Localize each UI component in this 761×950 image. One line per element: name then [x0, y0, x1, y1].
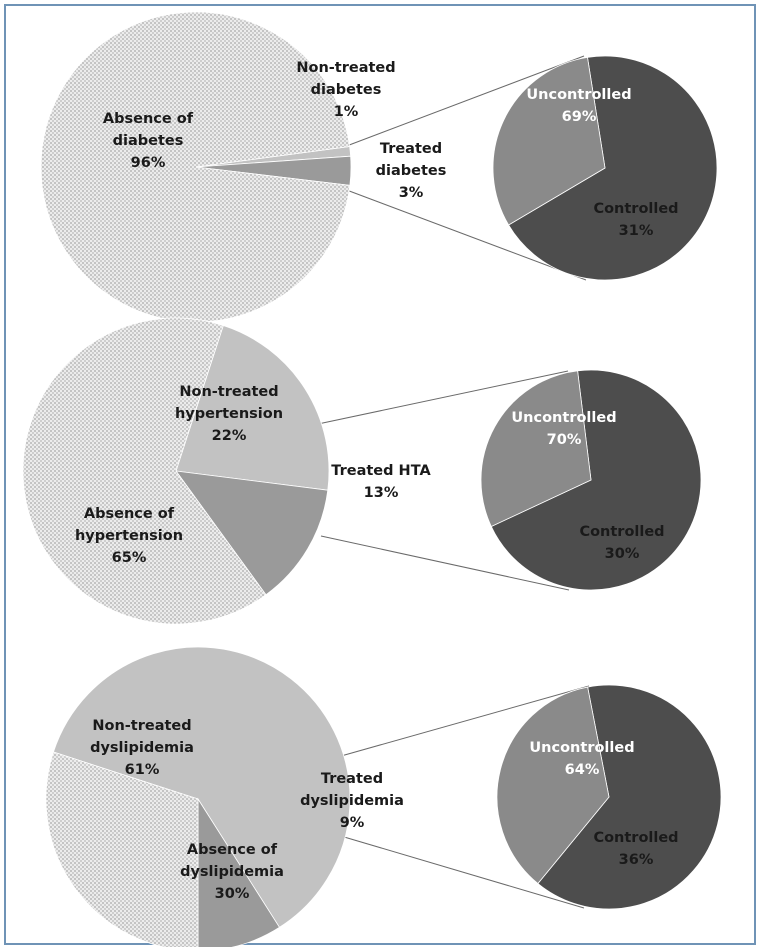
slice-label: Uncontrolled 69% [526, 87, 632, 125]
slice-label: Controlled 31% [593, 201, 679, 239]
slice-label: Controlled 36% [593, 830, 679, 868]
slice-label: Treated diabetes 3% [375, 141, 447, 201]
slice-label: Uncontrolled 64% [529, 740, 635, 778]
pie-of-pie-charts [6, 6, 758, 947]
main-pie-diabetes [41, 12, 717, 322]
slice-label: Absence of dyslipidemia 30% [180, 842, 284, 902]
slice-label: Uncontrolled 70% [511, 410, 617, 448]
slice-label: Treated dyslipidemia 9% [300, 771, 404, 831]
slice-label: Absence of hypertension 65% [74, 506, 184, 566]
slice-label: Treated HTA 13% [331, 463, 431, 501]
slice-label: Absence of diabetes 96% [102, 111, 194, 171]
slice-label: Controlled 30% [579, 524, 665, 562]
main-pie-dyslipidemia [46, 647, 721, 947]
main-pie-hypertension [23, 318, 701, 624]
slice-label: Non-treated dyslipidemia 61% [90, 718, 194, 778]
slice-label: Non-treated diabetes 1% [296, 60, 396, 120]
slice-label: Non-treated hypertension 22% [174, 384, 284, 444]
figure-frame [4, 4, 756, 945]
